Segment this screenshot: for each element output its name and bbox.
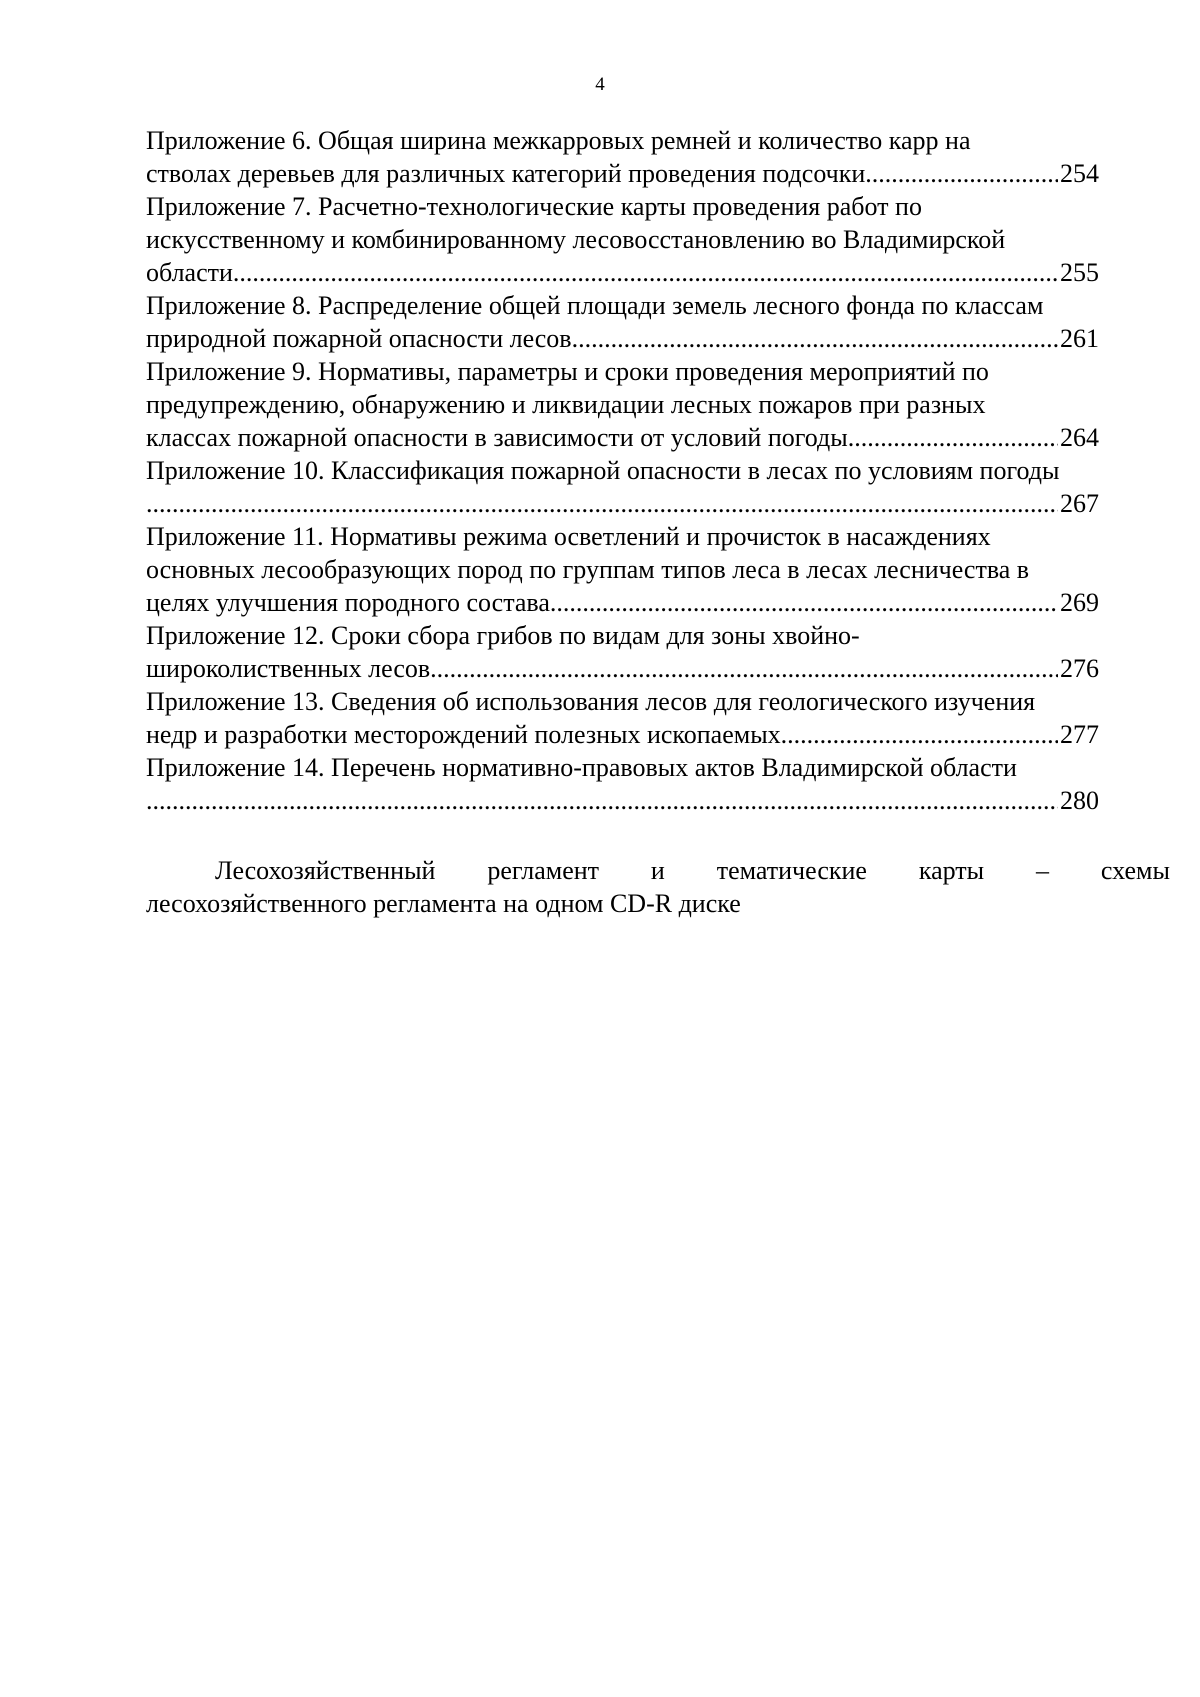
- dot-leader: [781, 718, 1058, 751]
- toc-entry-line: Приложение 13. Сведения об использования лесов для геологического изучения: [146, 687, 1036, 716]
- note-word: карты: [918, 856, 985, 885]
- toc-entry-line: Приложение 8. Распределение общей площади земель лесного фонда по классам: [146, 291, 1044, 320]
- note-word: тематические: [716, 856, 867, 885]
- toc-entry-appendix-6: [146, 124, 1170, 190]
- table-of-contents: [146, 124, 1170, 817]
- toc-page-number: 261: [1060, 324, 1099, 353]
- note-line-justified: [146, 854, 1170, 887]
- note-word: и: [650, 856, 665, 885]
- toc-entry-last-line: [146, 487, 1099, 520]
- toc-entry-appendix-14: [146, 751, 1170, 817]
- toc-page-number: 276: [1060, 654, 1099, 683]
- note-word: –: [1036, 856, 1050, 885]
- toc-page-number: 280: [1060, 786, 1099, 815]
- toc-entry-text: природной пожарной опасности лесов: [146, 324, 572, 353]
- toc-entry-appendix-12: [146, 619, 1170, 685]
- toc-entry-line: предупреждению, обнаружению и ликвидации лесных пожаров при разных: [146, 390, 986, 419]
- toc-entry-text: стволах деревьев для различных категорий проведения подсочки: [146, 159, 866, 188]
- toc-page-number: 269: [1060, 588, 1099, 617]
- dot-leader: [550, 586, 1058, 619]
- toc-entry-appendix-8: [146, 289, 1170, 355]
- dot-leader: [233, 256, 1058, 289]
- toc-entry-last-line: [146, 322, 1099, 355]
- toc-entry-appendix-13: [146, 685, 1170, 751]
- toc-entry-last-line: [146, 256, 1099, 289]
- toc-page-number: 264: [1060, 423, 1099, 452]
- toc-entry-text: широколиственных лесов: [146, 654, 431, 683]
- toc-entry-line: Приложение 7. Расчетно-технологические карты проведения работ по: [146, 192, 922, 221]
- toc-entry-last-line: [146, 157, 1099, 190]
- toc-entry-line: основных лесообразующих пород по группам типов леса в лесах лесничества в: [146, 555, 1030, 584]
- toc-entry-line: Приложение 9. Нормативы, параметры и сроки проведения мероприятий по: [146, 357, 989, 386]
- toc-entry-line: искусственному и комбинированному лесовосстановлению во Владимирской: [146, 225, 1006, 254]
- dot-leader: [430, 652, 1058, 685]
- toc-entry-text: области: [146, 258, 233, 287]
- toc-page-number: 277: [1060, 720, 1099, 749]
- note-word: Лесохозяйственный: [215, 856, 436, 885]
- dot-leader: [865, 157, 1058, 190]
- toc-entry-appendix-9: [146, 355, 1170, 454]
- toc-entry-last-line: [146, 718, 1099, 751]
- toc-entry-line: Приложение 6. Общая ширина межкарровых ремней и количество карр на: [146, 126, 971, 155]
- dot-leader: [146, 784, 1058, 817]
- toc-entry-last-line: [146, 652, 1099, 685]
- toc-entry-last-line: [146, 784, 1099, 817]
- toc-entry-appendix-10: [146, 454, 1170, 520]
- dot-leader: [572, 322, 1058, 355]
- note-word: регламент: [487, 856, 600, 885]
- page-number: 4: [595, 74, 605, 95]
- toc-entry-line: Приложение 12. Сроки сбора грибов по видам для зоны хвойно-: [146, 621, 860, 650]
- toc-entry-text: целях улучшения породного состава: [146, 588, 550, 617]
- note-line: лесохозяйственного регламента на одном CD-R диске: [146, 889, 741, 918]
- toc-entry-line: Приложение 10. Классификация пожарной опасности в лесах по условиям погоды: [146, 456, 1060, 485]
- toc-entry-text: недр и разработки месторождений полезных ископаемых: [146, 720, 781, 749]
- toc-entry-text: классах пожарной опасности в зависимости от условий погоды: [146, 423, 848, 452]
- toc-page-number: 254: [1060, 159, 1099, 188]
- note-word: схемы: [1100, 856, 1170, 885]
- toc-entry-last-line: [146, 421, 1099, 454]
- toc-page-number: 267: [1060, 489, 1099, 518]
- toc-page-number: 255: [1060, 258, 1099, 287]
- toc-entry-appendix-11: [146, 520, 1170, 619]
- dot-leader: [146, 487, 1058, 520]
- toc-entry-line: Приложение 11. Нормативы режима осветлений и прочисток в насаждениях: [146, 522, 991, 551]
- cd-note-paragraph: [146, 854, 1170, 920]
- toc-entry-appendix-7: [146, 190, 1170, 289]
- toc-entry-line: Приложение 14. Перечень нормативно-правовых актов Владимирской области: [146, 753, 1017, 782]
- toc-entry-last-line: [146, 586, 1099, 619]
- dot-leader: [848, 421, 1058, 454]
